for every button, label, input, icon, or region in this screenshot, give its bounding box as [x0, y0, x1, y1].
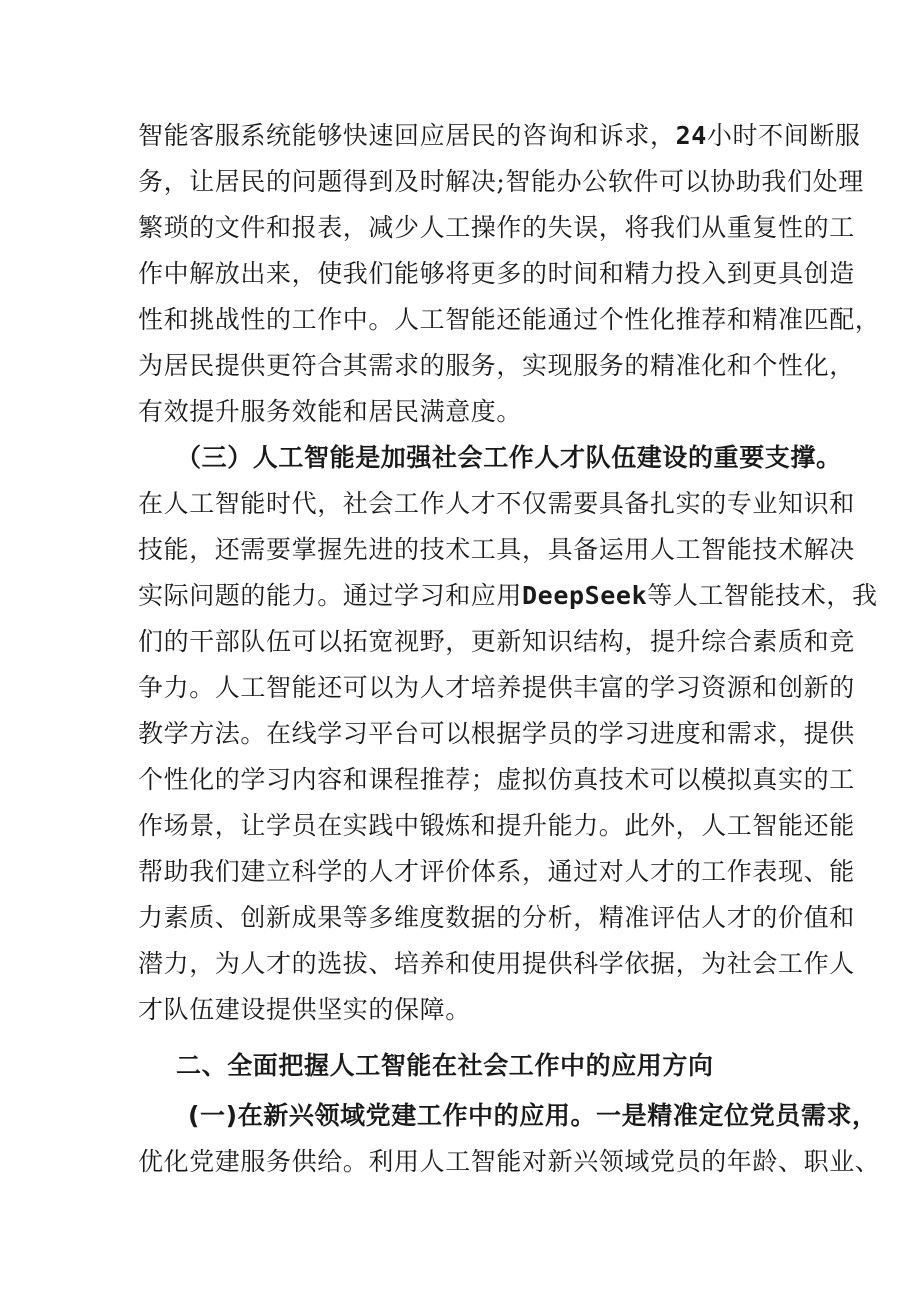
- body-line: 性和挑战性的工作中。人工智能还能通过个性化推荐和精准匹配，: [138, 305, 881, 334]
- subsection-heading: (一)在新兴领域党建工作中的应用。一是精准定位党员需求，: [188, 1101, 878, 1130]
- body-line: 在人工智能时代，社会工作人才不仅需要具备扎实的专业知识和: [138, 489, 855, 518]
- body-line: 作场景，让学员在实践中锻炼和提升能力。此外，人工智能还能: [138, 811, 855, 840]
- section-heading: （三）人工智能是加强社会工作人才队伍建设的重要支撑。: [176, 443, 842, 472]
- body-line: 力素质、创新成果等多维度数据的分析，精准评估人才的价值和: [138, 903, 855, 932]
- body-line: 才队伍建设提供坚实的保障。: [138, 995, 471, 1024]
- body-line: 作中解放出来，使我们能够将更多的时间和精力投入到更具创造: [138, 259, 855, 288]
- body-line: [138, 578, 878, 614]
- text-run: 实际问题的能力。通过学习和应用: [138, 581, 523, 610]
- body-line: [188, 1098, 878, 1134]
- body-line: 潜力，为人才的选拔、培养和使用提供科学依据，为社会工作人: [138, 949, 855, 978]
- body-line: [138, 118, 861, 154]
- text-run: 智能客服系统能够快速回应居民的咨询和诉求，: [138, 121, 676, 150]
- body-line: 务，让居民的问题得到及时解决;智能办公软件可以协助我们处理: [138, 167, 864, 196]
- section-heading: 二、全面把握人工智能在社会工作中的应用方向: [176, 1051, 714, 1080]
- body-line: 繁琐的文件和报表，减少人工操作的失误，将我们从重复性的工: [138, 213, 855, 242]
- body-line: 教学方法。在线学习平台可以根据学员的学习进度和需求，提供: [138, 719, 855, 748]
- body-line: 优化党建服务供给。利用人工智能对新兴领域党员的年龄、职业、: [138, 1147, 881, 1176]
- body-line: 个性化的学习内容和课程推荐；虚拟仿真技术可以模拟真实的工: [138, 765, 855, 794]
- body-line: 们的干部队伍可以拓宽视野，更新知识结构，提升综合素质和竞: [138, 627, 855, 656]
- body-line: 争力。人工智能还可以为人才培养提供丰富的学习资源和创新的: [138, 673, 855, 702]
- body-line: 技能，还需要掌握先进的技术工具，具备运用人工智能技术解决: [138, 535, 855, 564]
- body-line: 为居民提供更符合其需求的服务，实现服务的精准化和个性化，: [138, 351, 855, 380]
- deepseek-text: DeepSeek: [522, 581, 648, 610]
- body-line: 有效提升服务效能和居民满意度。: [138, 397, 523, 426]
- text-run: 等人工智能技术，我: [647, 581, 878, 610]
- number-text: 24: [675, 121, 707, 150]
- text-run: 小时不间断服: [706, 121, 861, 150]
- body-line: 帮助我们建立科学的人才评价体系，通过对人才的工作表现、能: [138, 857, 855, 886]
